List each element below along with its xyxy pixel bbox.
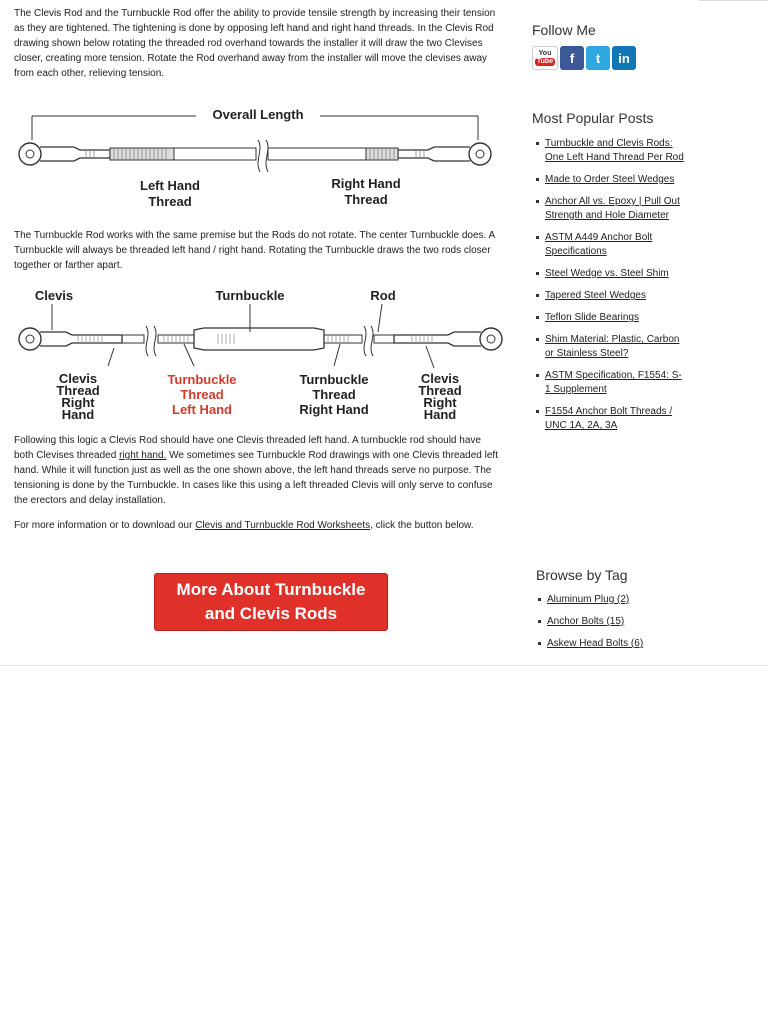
turnbuckle-right-label-1: Turnbuckle xyxy=(299,372,369,387)
popular-post-link[interactable]: ASTM A449 Anchor Bolt Specifications xyxy=(545,232,653,257)
popular-post-link[interactable]: Shim Material: Plastic, Carbon or Stainless Steel? xyxy=(545,334,680,359)
facebook-glyph: f xyxy=(569,50,575,66)
logic-text-b: We sometimes see Turnbuckle Rod drawings with one Clevis threaded left hand. While it will function just as well as the one shown above, the left hand threads serve no purpose. The tensioning is done by the Turnbuckle. In cases like this using a left threaded Clevis will only serve to confuse the erectors and delay installation. xyxy=(14,450,498,506)
list-item xyxy=(538,615,698,629)
popular-post-link[interactable]: ASTM Specification, F1554: S-1 Supplement xyxy=(545,370,682,395)
list-item xyxy=(536,137,686,165)
twitter-glyph: t xyxy=(595,50,601,66)
popular-post-link[interactable]: Made to Order Steel Wedges xyxy=(545,174,675,185)
cta-line-1: More About Turnbuckle xyxy=(176,580,366,599)
youtube-icon[interactable] xyxy=(532,46,558,70)
youtube-you-text: You xyxy=(538,50,552,57)
list-item xyxy=(538,637,698,651)
popular-post-link[interactable]: Steel Wedge vs. Steel Shim xyxy=(545,268,669,279)
clevis-left-label-4: Hand xyxy=(61,407,95,422)
intro-paragraph: The Clevis Rod and the Turnbuckle Rod offer the ability to provide tensile strength by increasing their tension as they are tightened. The tightening is done by opposing left hand and right hand threads. In the Clevis Rod drawing shown below rotating the threaded rod overhand towards the installer it will draw the two Clevises closer, creating more tension. Rotate the Rod overhand away from the installer will move the clevises away from each other, relieving tension. xyxy=(14,8,496,79)
list-item xyxy=(536,369,686,397)
worksheets-link[interactable]: Clevis and Turnbuckle Rod Worksheets xyxy=(195,520,371,531)
more-about-turnbuckle-button[interactable] xyxy=(154,573,388,631)
clevis-right-label-4: Hand xyxy=(423,407,457,422)
overall-length-label: Overall Length xyxy=(212,107,304,122)
turnbuckle-rod-diagram xyxy=(14,280,504,428)
social-links xyxy=(532,46,636,70)
more-info-paragraph xyxy=(14,518,484,533)
list-item xyxy=(536,195,686,223)
left-hand-thread-label: Left Hand xyxy=(140,178,200,193)
list-item xyxy=(536,267,686,281)
turnbuckle-title-label: Turnbuckle xyxy=(215,288,285,303)
rod-title-label: Rod xyxy=(370,288,396,303)
right-hand-thread-label: Right Hand xyxy=(331,176,401,191)
tag-list xyxy=(538,593,698,659)
popular-posts-heading: Most Popular Posts xyxy=(532,110,654,126)
popular-post-link[interactable]: Turnbuckle and Clevis Rods: One Left Hand Thread Per Rod xyxy=(545,138,684,163)
clevis-right-label-3: Right xyxy=(423,395,457,410)
list-item xyxy=(536,289,686,303)
clevis-title-label: Clevis xyxy=(34,288,74,303)
logic-paragraph xyxy=(14,433,498,508)
linkedin-glyph: in xyxy=(618,50,630,66)
right-hand-link[interactable]: right hand. xyxy=(119,450,167,461)
twitter-icon[interactable] xyxy=(586,46,610,70)
turnbuckle-left-label-1: Turnbuckle xyxy=(167,372,237,387)
list-item xyxy=(536,311,686,325)
turnbuckle-right-label-3: Right Hand xyxy=(299,402,369,417)
turnbuckle-right-label-2: Thread xyxy=(312,387,356,402)
list-item xyxy=(538,593,698,607)
browse-by-tag-heading: Browse by Tag xyxy=(536,567,628,583)
tag-link[interactable]: Anchor Bolts (15) xyxy=(547,616,625,627)
clevis-left-label-1: Clevis xyxy=(58,371,98,386)
tag-link[interactable]: Askew Head Bolts (6) xyxy=(547,638,644,649)
more-info-text-a: For more information or to download our xyxy=(14,520,196,531)
popular-post-link[interactable]: Tapered Steel Wedges xyxy=(545,290,646,301)
turnbuckle-paragraph: The Turnbuckle Rod works with the same premise but the Rods do not rotate. The center Turnbuckle does. A Turnbuckle will always be threaded left hand / right hand. Rotating the Turnbuckle draws the two rods closer together or farther apart. xyxy=(14,230,495,271)
clevis-right-label-1: Clevis xyxy=(420,371,460,386)
popular-post-link[interactable]: F1554 Anchor Bolt Threads / UNC 1A, 2A, 3A xyxy=(545,406,673,431)
facebook-icon[interactable] xyxy=(560,46,584,70)
clevis-rod-diagram xyxy=(14,100,504,218)
youtube-tube-text: Tube xyxy=(536,58,554,65)
top-divider xyxy=(698,0,768,1)
tag-link[interactable]: Aluminum Plug (2) xyxy=(547,594,630,605)
list-item xyxy=(536,231,686,259)
list-item xyxy=(536,405,686,433)
popular-posts-list xyxy=(536,137,686,441)
cta-line-2: and Clevis Rods xyxy=(204,604,338,623)
turnbuckle-left-label-3: Left Hand xyxy=(172,402,232,417)
clevis-right-label-2: Thread xyxy=(418,383,462,398)
popular-post-link[interactable]: Teflon Slide Bearings xyxy=(545,312,639,323)
linkedin-icon[interactable] xyxy=(612,46,636,70)
popular-post-link[interactable]: Anchor All vs. Epoxy | Pull Out Strength and Hole Diameter xyxy=(545,196,680,221)
right-hand-thread-label-2: Thread xyxy=(344,192,388,207)
follow-me-heading: Follow Me xyxy=(532,22,596,38)
more-info-text-b: , click the button below. xyxy=(370,520,474,531)
turnbuckle-left-label-2: Thread xyxy=(180,387,224,402)
clevis-left-label-2: Thread xyxy=(56,383,100,398)
page-bottom-divider xyxy=(0,665,768,666)
list-item xyxy=(536,173,686,187)
clevis-left-label-3: Right xyxy=(61,395,95,410)
list-item xyxy=(536,333,686,361)
left-hand-thread-label-2: Thread xyxy=(148,194,192,209)
logic-text-a: Following this logic a Clevis Rod should have one Clevis threaded left hand. A turnbuckle rod should have both Clevises threaded xyxy=(14,435,481,461)
